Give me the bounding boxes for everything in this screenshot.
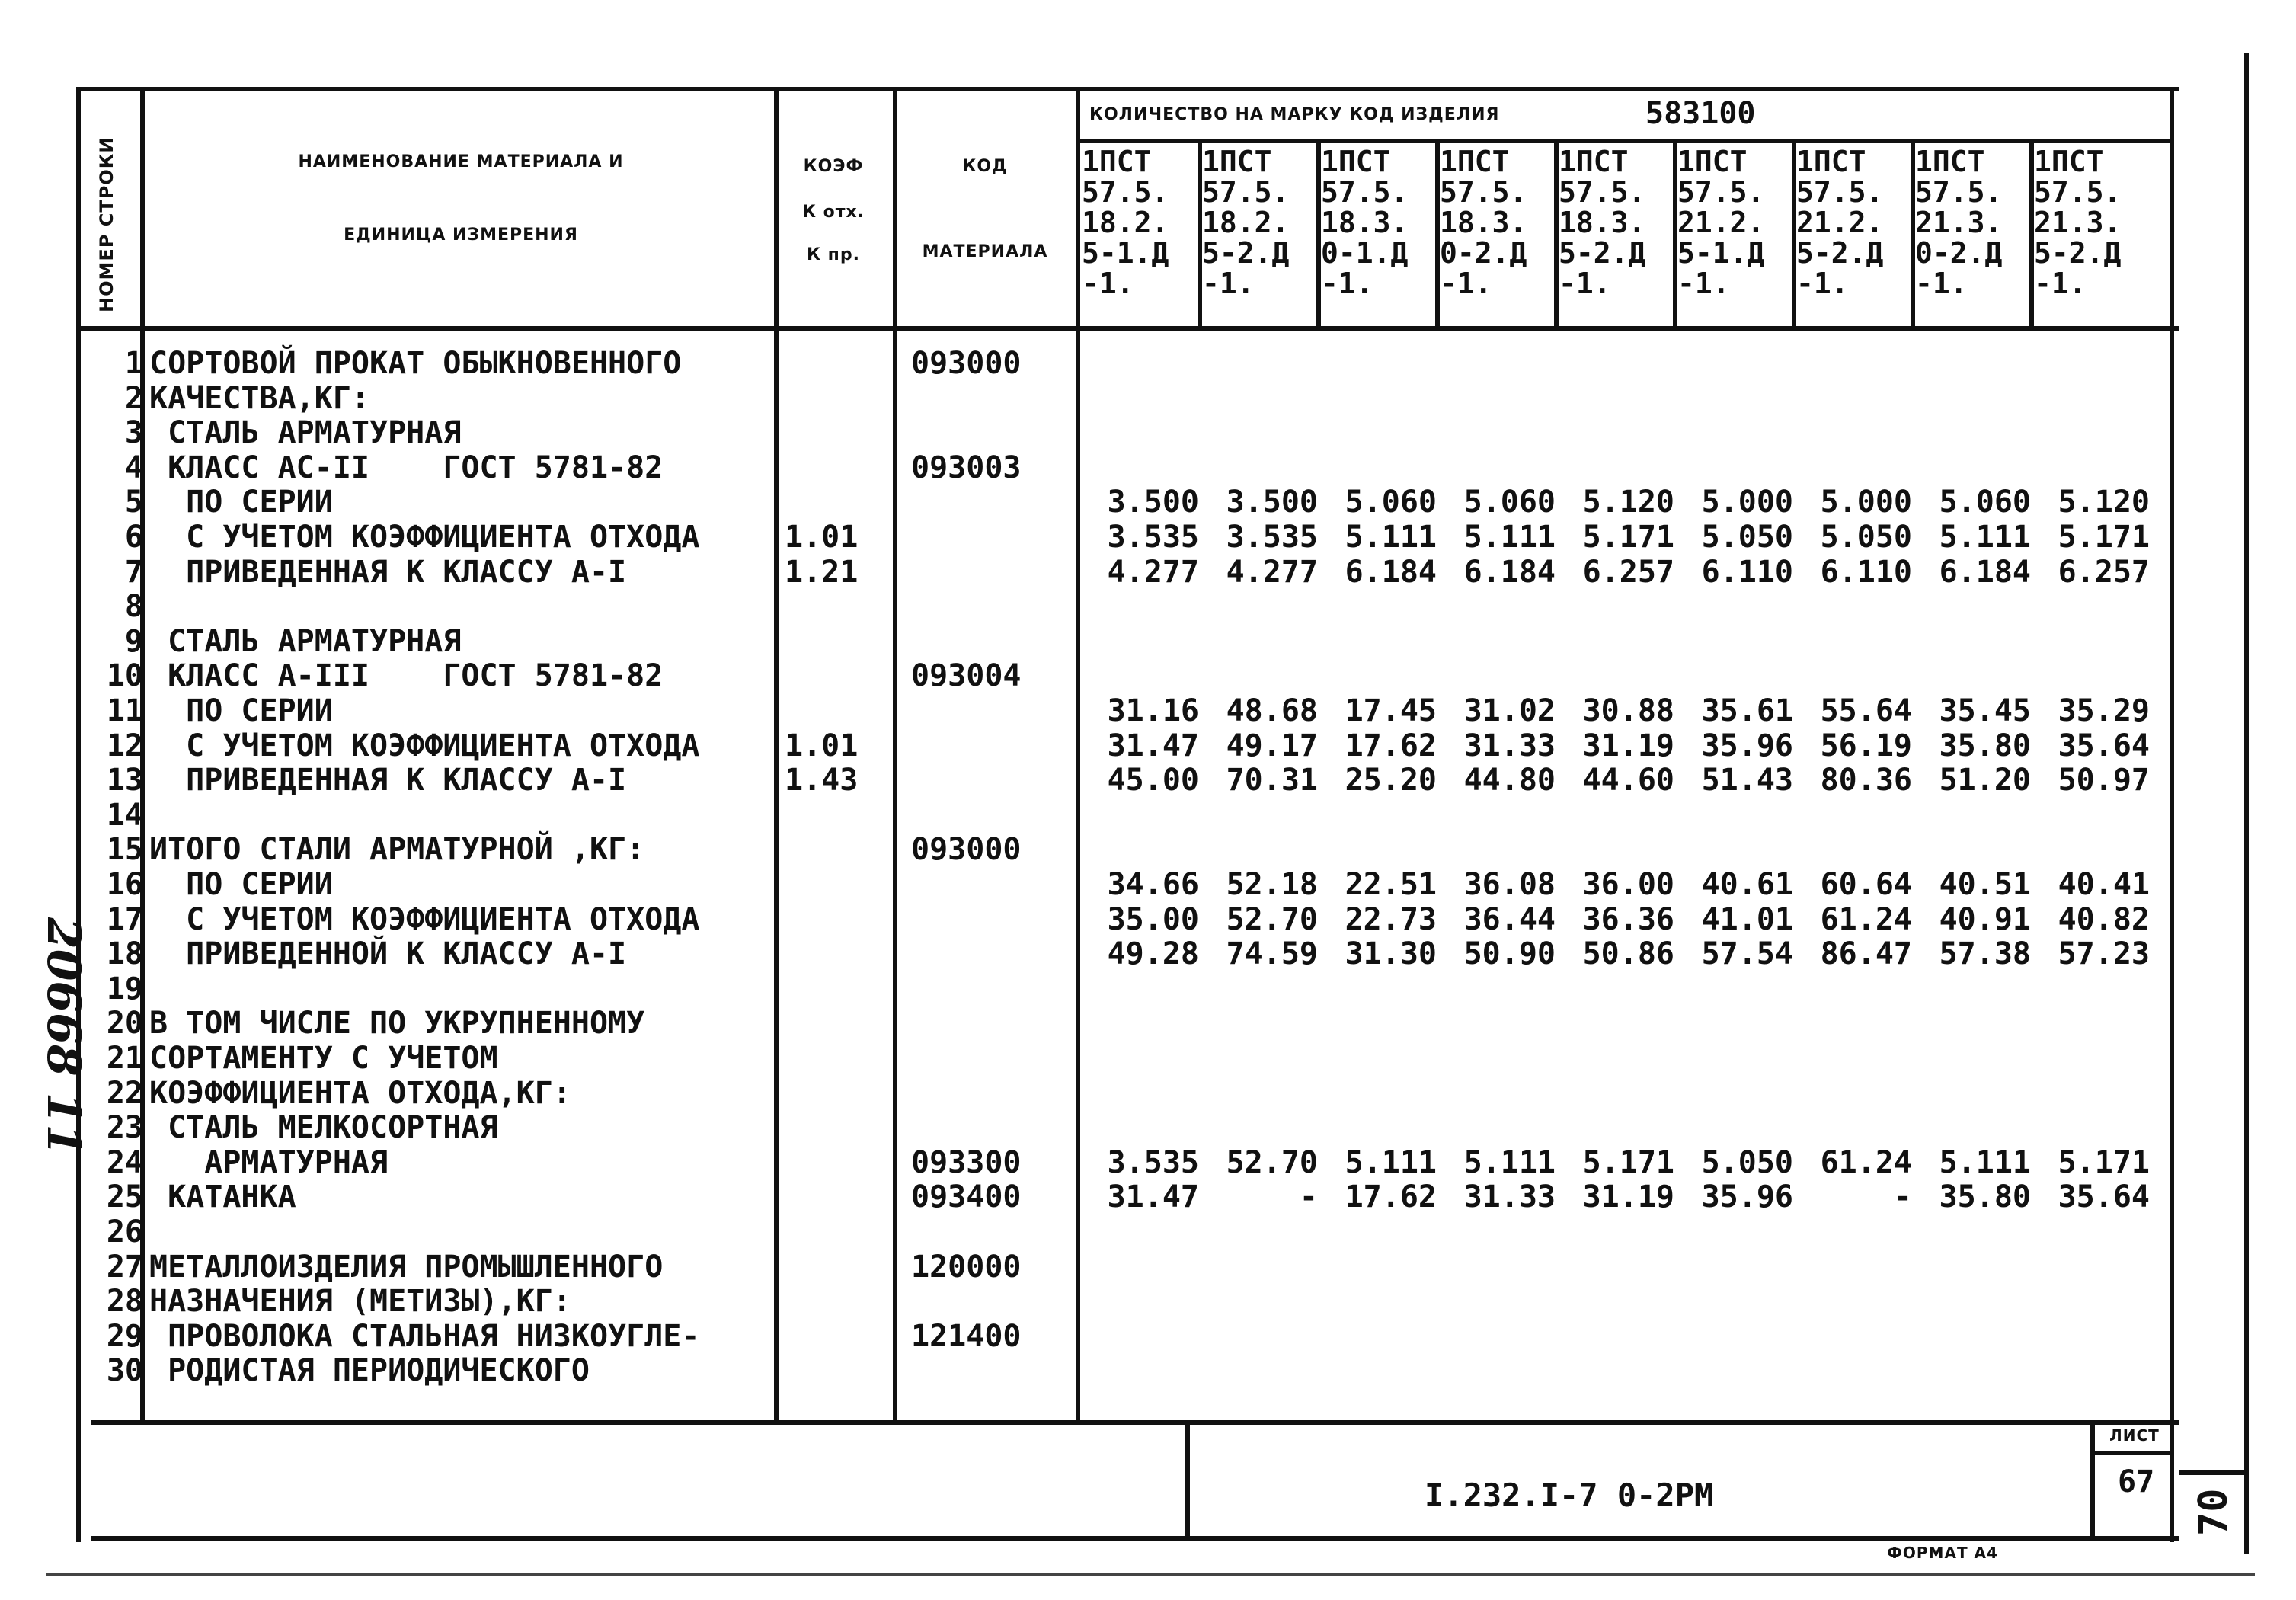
quantity-value: 31.33 (1463, 1179, 1556, 1214)
table-row (0, 381, 2296, 416)
quantity-value: 40.91 (1939, 902, 2031, 937)
row-number: 27 (106, 1250, 143, 1285)
quantity-value: 40.61 (1701, 867, 1793, 902)
material-name: ПО СЕРИИ (149, 693, 333, 728)
quantity-value: - (1299, 1179, 1318, 1214)
row-number: 28 (106, 1284, 143, 1319)
material-name: ПРИВЕДЕННОЙ К КЛАССУ А-I (149, 936, 627, 971)
material-code: 093003 (911, 450, 1022, 485)
mark-header: 1ПСТ 57.5. 18.3. 0-1.Д -1. (1321, 145, 1409, 300)
quantity-value: 31.47 (1107, 1179, 1199, 1214)
material-name: С УЧЕТОМ КОЭФФИЦИЕНТА ОТХОДА (149, 728, 700, 763)
quantity-value: 45.00 (1107, 763, 1199, 798)
quantity-value: 3.500 (1226, 485, 1318, 520)
material-name: ПО СЕРИИ (149, 867, 333, 902)
quantity-value: 40.51 (1939, 867, 2031, 902)
row-number: 8 (124, 589, 143, 624)
table-row (0, 902, 2296, 937)
quantity-value: 5.050 (1820, 520, 1912, 555)
row-number: 23 (106, 1110, 143, 1145)
quantity-value: 5.060 (1463, 485, 1556, 520)
quantity-value: 5.120 (1582, 485, 1674, 520)
row-number: 14 (106, 798, 143, 833)
quantity-value: - (1893, 1179, 1912, 1214)
row-number: 3 (124, 415, 143, 450)
quantity-value: 31.19 (1582, 728, 1674, 763)
coefficient: 1.01 (785, 728, 859, 763)
quantity-value: 5.171 (2058, 520, 2150, 555)
row-number: 15 (106, 832, 143, 867)
table-row (0, 1041, 2296, 1076)
quantity-value: 22.51 (1345, 867, 1437, 902)
table-row (0, 1006, 2296, 1041)
quantity-value: 40.41 (2058, 867, 2150, 902)
row-number: 5 (124, 485, 143, 520)
mark-header: 1ПСТ 57.5. 18.3. 5-2.Д -1. (1559, 145, 1646, 300)
table-row (0, 1214, 2296, 1250)
material-name: ПО СЕРИИ (149, 485, 333, 520)
quantity-value: 49.17 (1226, 728, 1318, 763)
table-row (0, 728, 2296, 763)
quantity-value: 5.111 (1345, 1145, 1437, 1180)
quantity-value: 50.90 (1463, 936, 1556, 971)
row-number: 21 (106, 1041, 143, 1076)
sheet-number: 67 (2118, 1464, 2155, 1499)
quantity-value: 57.54 (1701, 936, 1793, 971)
material-name: СОРТАМЕНТУ С УЧЕТОМ (149, 1041, 498, 1076)
row-number: 25 (106, 1179, 143, 1214)
quantity-value: 35.00 (1107, 902, 1199, 937)
quantity-value: 55.64 (1820, 693, 1912, 728)
table-row (0, 520, 2296, 555)
material-name: КАЧЕСТВА,КГ: (149, 381, 369, 416)
mark-header: 1ПСТ 57.5. 18.2. 5-1.Д -1. (1082, 145, 1169, 300)
material-name: КАТАНКА (149, 1179, 296, 1214)
table-row (0, 658, 2296, 693)
material-code: 093300 (911, 1145, 1022, 1180)
table-row (0, 1145, 2296, 1180)
quantity-value: 44.60 (1582, 763, 1674, 798)
table-row (0, 798, 2296, 833)
quantity-value: 25.20 (1345, 763, 1437, 798)
mark-header: 1ПСТ 57.5. 18.3. 0-2.Д -1. (1440, 145, 1527, 300)
mark-header: 1ПСТ 57.5. 21.2. 5-2.Д -1. (1796, 145, 1884, 300)
table-row (0, 589, 2296, 624)
coefficient: 1.43 (785, 763, 859, 798)
row-number: 11 (106, 693, 143, 728)
quantity-value: 5.050 (1701, 520, 1793, 555)
table-row (0, 1284, 2296, 1319)
quantity-value: 86.47 (1820, 936, 1912, 971)
table-row (0, 1110, 2296, 1145)
table-row (0, 832, 2296, 867)
row-number: 10 (106, 658, 143, 693)
quantity-value: 17.45 (1345, 693, 1437, 728)
quantity-value: 30.88 (1582, 693, 1674, 728)
coefficient: 1.01 (785, 520, 859, 555)
quantity-value: 31.33 (1463, 728, 1556, 763)
coefficient: 1.21 (785, 555, 859, 590)
quantity-value: 5.000 (1820, 485, 1912, 520)
quantity-value: 5.111 (1463, 520, 1556, 555)
row-number: 20 (106, 1006, 143, 1041)
material-name: ПРИВЕДЕННАЯ К КЛАССУ А-I (149, 763, 627, 798)
row-number: 16 (106, 867, 143, 902)
material-name: АРМАТУРНАЯ (149, 1145, 389, 1180)
row-number: 26 (106, 1214, 143, 1250)
coef-header-line1: КОЭФ (803, 157, 864, 176)
quantity-value: 35.61 (1701, 693, 1793, 728)
row-number: 19 (106, 971, 143, 1006)
row-number: 22 (106, 1076, 143, 1111)
quantity-value: 3.535 (1226, 520, 1318, 555)
quantity-value: 52.70 (1226, 902, 1318, 937)
quantity-value: 50.86 (1582, 936, 1674, 971)
quantity-value: 3.535 (1107, 1145, 1199, 1180)
table-row (0, 624, 2296, 659)
quantity-value: 36.00 (1582, 867, 1674, 902)
mark-header: 1ПСТ 57.5. 18.2. 5-2.Д -1. (1202, 145, 1290, 300)
row-number: 29 (106, 1319, 143, 1354)
quantity-value: 31.30 (1345, 936, 1437, 971)
document-code: I.232.I-7 0-2РМ (1425, 1477, 1714, 1514)
quantity-value: 3.535 (1107, 520, 1199, 555)
quantity-value: 6.184 (1939, 555, 2031, 590)
quantity-value: 44.80 (1463, 763, 1556, 798)
table-row (0, 346, 2296, 381)
quantity-value: 56.19 (1820, 728, 1912, 763)
table-row (0, 485, 2296, 520)
row-number-header: НОМЕР СТРОКИ (96, 136, 117, 312)
material-name: С УЧЕТОМ КОЭФФИЦИЕНТА ОТХОДА (149, 902, 700, 937)
quantity-value: 17.62 (1345, 728, 1437, 763)
code-header-line1: КОД (962, 157, 1008, 176)
quantity-value: 3.500 (1107, 485, 1199, 520)
mark-header: 1ПСТ 57.5. 21.3. 5-2.Д -1. (2034, 145, 2122, 300)
quantity-value: 5.060 (1939, 485, 2031, 520)
quantity-value: 5.111 (1463, 1145, 1556, 1180)
quantity-value: 52.18 (1226, 867, 1318, 902)
mark-header: 1ПСТ 57.5. 21.3. 0-2.Д -1. (1915, 145, 2003, 300)
material-code: 093000 (911, 346, 1022, 381)
quantity-value: 35.96 (1701, 1179, 1793, 1214)
quantity-value: 80.36 (1820, 763, 1912, 798)
quantity-value: 48.68 (1226, 693, 1318, 728)
row-number: 4 (124, 450, 143, 485)
mark-header: 1ПСТ 57.5. 21.2. 5-1.Д -1. (1677, 145, 1765, 300)
quantity-value: 6.184 (1345, 555, 1437, 590)
quantity-value: 6.110 (1820, 555, 1912, 590)
quantity-value: 5.171 (1582, 520, 1674, 555)
quantity-value: 5.120 (2058, 485, 2150, 520)
quantity-value: 22.73 (1345, 902, 1437, 937)
quantity-value: 52.70 (1226, 1145, 1318, 1180)
table-row (0, 1179, 2296, 1214)
quantity-value: 70.31 (1226, 763, 1318, 798)
code-header-line2: МАТЕРИАЛА (922, 242, 1048, 261)
quantity-value: 6.257 (1582, 555, 1674, 590)
row-number: 2 (124, 381, 143, 416)
row-number: 7 (124, 555, 143, 590)
table-row (0, 763, 2296, 798)
quantity-value: 5.171 (1582, 1145, 1674, 1180)
material-name: КЛАСС А-III ГОСТ 5781-82 (149, 658, 664, 693)
table-row (0, 971, 2296, 1006)
material-name: СТАЛЬ МЕЛКОСОРТНАЯ (149, 1110, 498, 1145)
quantity-value: 5.111 (1345, 520, 1437, 555)
material-name: СТАЛЬ АРМАТУРНАЯ (149, 624, 462, 659)
table-row (0, 1319, 2296, 1354)
quantity-value: 17.62 (1345, 1179, 1437, 1214)
material-name: ИТОГО СТАЛИ АРМАТУРНОЙ ,КГ: (149, 832, 645, 867)
material-name: НАЗНАЧЕНИЯ (МЕТИЗЫ),КГ: (149, 1284, 571, 1319)
material-name: РОДИСТАЯ ПЕРИОДИЧЕСКОГО (149, 1353, 590, 1388)
material-code: 093004 (911, 658, 1022, 693)
row-number: 18 (106, 936, 143, 971)
table-row (0, 867, 2296, 902)
quantity-value: 40.82 (2058, 902, 2150, 937)
quantity-value: 36.08 (1463, 867, 1556, 902)
table-row (0, 693, 2296, 728)
quantity-value: 35.29 (2058, 693, 2150, 728)
quantity-value: 50.97 (2058, 763, 2150, 798)
table-row (0, 1353, 2296, 1388)
row-number: 1 (124, 346, 143, 381)
quantity-value: 6.257 (2058, 555, 2150, 590)
quantity-value: 35.96 (1701, 728, 1793, 763)
table-row (0, 1250, 2296, 1285)
sheet-label: ЛИСТ (2109, 1426, 2160, 1445)
table-row (0, 450, 2296, 485)
material-name: В ТОМ ЧИСЛЕ ПО УКРУПНЕННОМУ (149, 1006, 645, 1041)
coef-header-line2: К отх. (801, 203, 865, 222)
quantity-value: 51.20 (1939, 763, 2031, 798)
quantity-value: 5.171 (2058, 1145, 2150, 1180)
name-header-line1: НАИМЕНОВАНИЕ МАТЕРИАЛА И (298, 152, 624, 171)
quantity-value: 5.060 (1345, 485, 1437, 520)
quantity-value: 31.16 (1107, 693, 1199, 728)
quantity-value: 35.45 (1939, 693, 2031, 728)
row-number: 13 (106, 763, 143, 798)
material-name: СТАЛЬ АРМАТУРНАЯ (149, 415, 462, 450)
quantity-value: 74.59 (1226, 936, 1318, 971)
page-side-number: 70 (2191, 1488, 2237, 1536)
table-row (0, 415, 2296, 450)
quantity-value: 34.66 (1107, 867, 1199, 902)
quantity-value: 5.000 (1701, 485, 1793, 520)
material-name: ПРОВОЛОКА СТАЛЬНАЯ НИЗКОУГЛЕ- (149, 1319, 700, 1354)
quantity-value: 4.277 (1226, 555, 1318, 590)
quantity-value: 35.80 (1939, 1179, 2031, 1214)
table-row (0, 936, 2296, 971)
quantity-value: 4.277 (1107, 555, 1199, 590)
material-name: МЕТАЛЛОИЗДЕЛИЯ ПРОМЫШЛЕННОГО (149, 1250, 664, 1285)
quantity-value: 57.38 (1939, 936, 2031, 971)
quantity-value: 60.64 (1820, 867, 1912, 902)
material-code: 121400 (911, 1319, 1022, 1354)
row-number: 17 (106, 902, 143, 937)
row-number: 6 (124, 520, 143, 555)
quantity-value: 6.110 (1701, 555, 1793, 590)
quantity-value: 57.23 (2058, 936, 2150, 971)
quantity-value: 61.24 (1820, 1145, 1912, 1180)
quantity-value: 5.111 (1939, 1145, 2031, 1180)
row-number: 9 (124, 624, 143, 659)
margin-handwritten-number: 20668 11 (37, 917, 90, 1157)
quantity-value: 36.44 (1463, 902, 1556, 937)
quantity-value: 5.111 (1939, 520, 2031, 555)
table-row (0, 1076, 2296, 1111)
table-row (0, 555, 2296, 590)
coef-header-line3: К пр. (807, 245, 860, 264)
material-name: КОЭФФИЦИЕНТА ОТХОДА,КГ: (149, 1076, 571, 1111)
material-code: 093000 (911, 832, 1022, 867)
quantity-value: 31.02 (1463, 693, 1556, 728)
quantity-value: 5.050 (1701, 1145, 1793, 1180)
quantity-value: 31.19 (1582, 1179, 1674, 1214)
material-name: КЛАСС АС-II ГОСТ 5781-82 (149, 450, 664, 485)
material-code: 093400 (911, 1179, 1022, 1214)
quantity-value: 41.01 (1701, 902, 1793, 937)
material-name: С УЧЕТОМ КОЭФФИЦИЕНТА ОТХОДА (149, 520, 700, 555)
quantity-header: КОЛИЧЕСТВО НА МАРКУ КОД ИЗДЕЛИЯ (1089, 105, 1500, 124)
quantity-value: 35.64 (2058, 1179, 2150, 1214)
quantity-value: 31.47 (1107, 728, 1199, 763)
material-name: ПРИВЕДЕННАЯ К КЛАССУ А-I (149, 555, 627, 590)
material-name: СОРТОВОЙ ПРОКАТ ОБЫКНОВЕННОГО (149, 346, 682, 381)
quantity-value: 6.184 (1463, 555, 1556, 590)
row-number: 24 (106, 1145, 143, 1180)
row-number: 12 (106, 728, 143, 763)
quantity-value: 36.36 (1582, 902, 1674, 937)
material-code: 120000 (911, 1250, 1022, 1285)
quantity-value: 61.24 (1820, 902, 1912, 937)
quantity-value: 49.28 (1107, 936, 1199, 971)
product-code: 583100 (1645, 96, 1756, 131)
quantity-value: 51.43 (1701, 763, 1793, 798)
row-number: 30 (106, 1353, 143, 1388)
format-label: ФОРМАТ А4 (1887, 1544, 1998, 1562)
quantity-value: 35.64 (2058, 728, 2150, 763)
quantity-value: 35.80 (1939, 728, 2031, 763)
name-header-line2: ЕДИНИЦА ИЗМЕРЕНИЯ (344, 226, 578, 245)
